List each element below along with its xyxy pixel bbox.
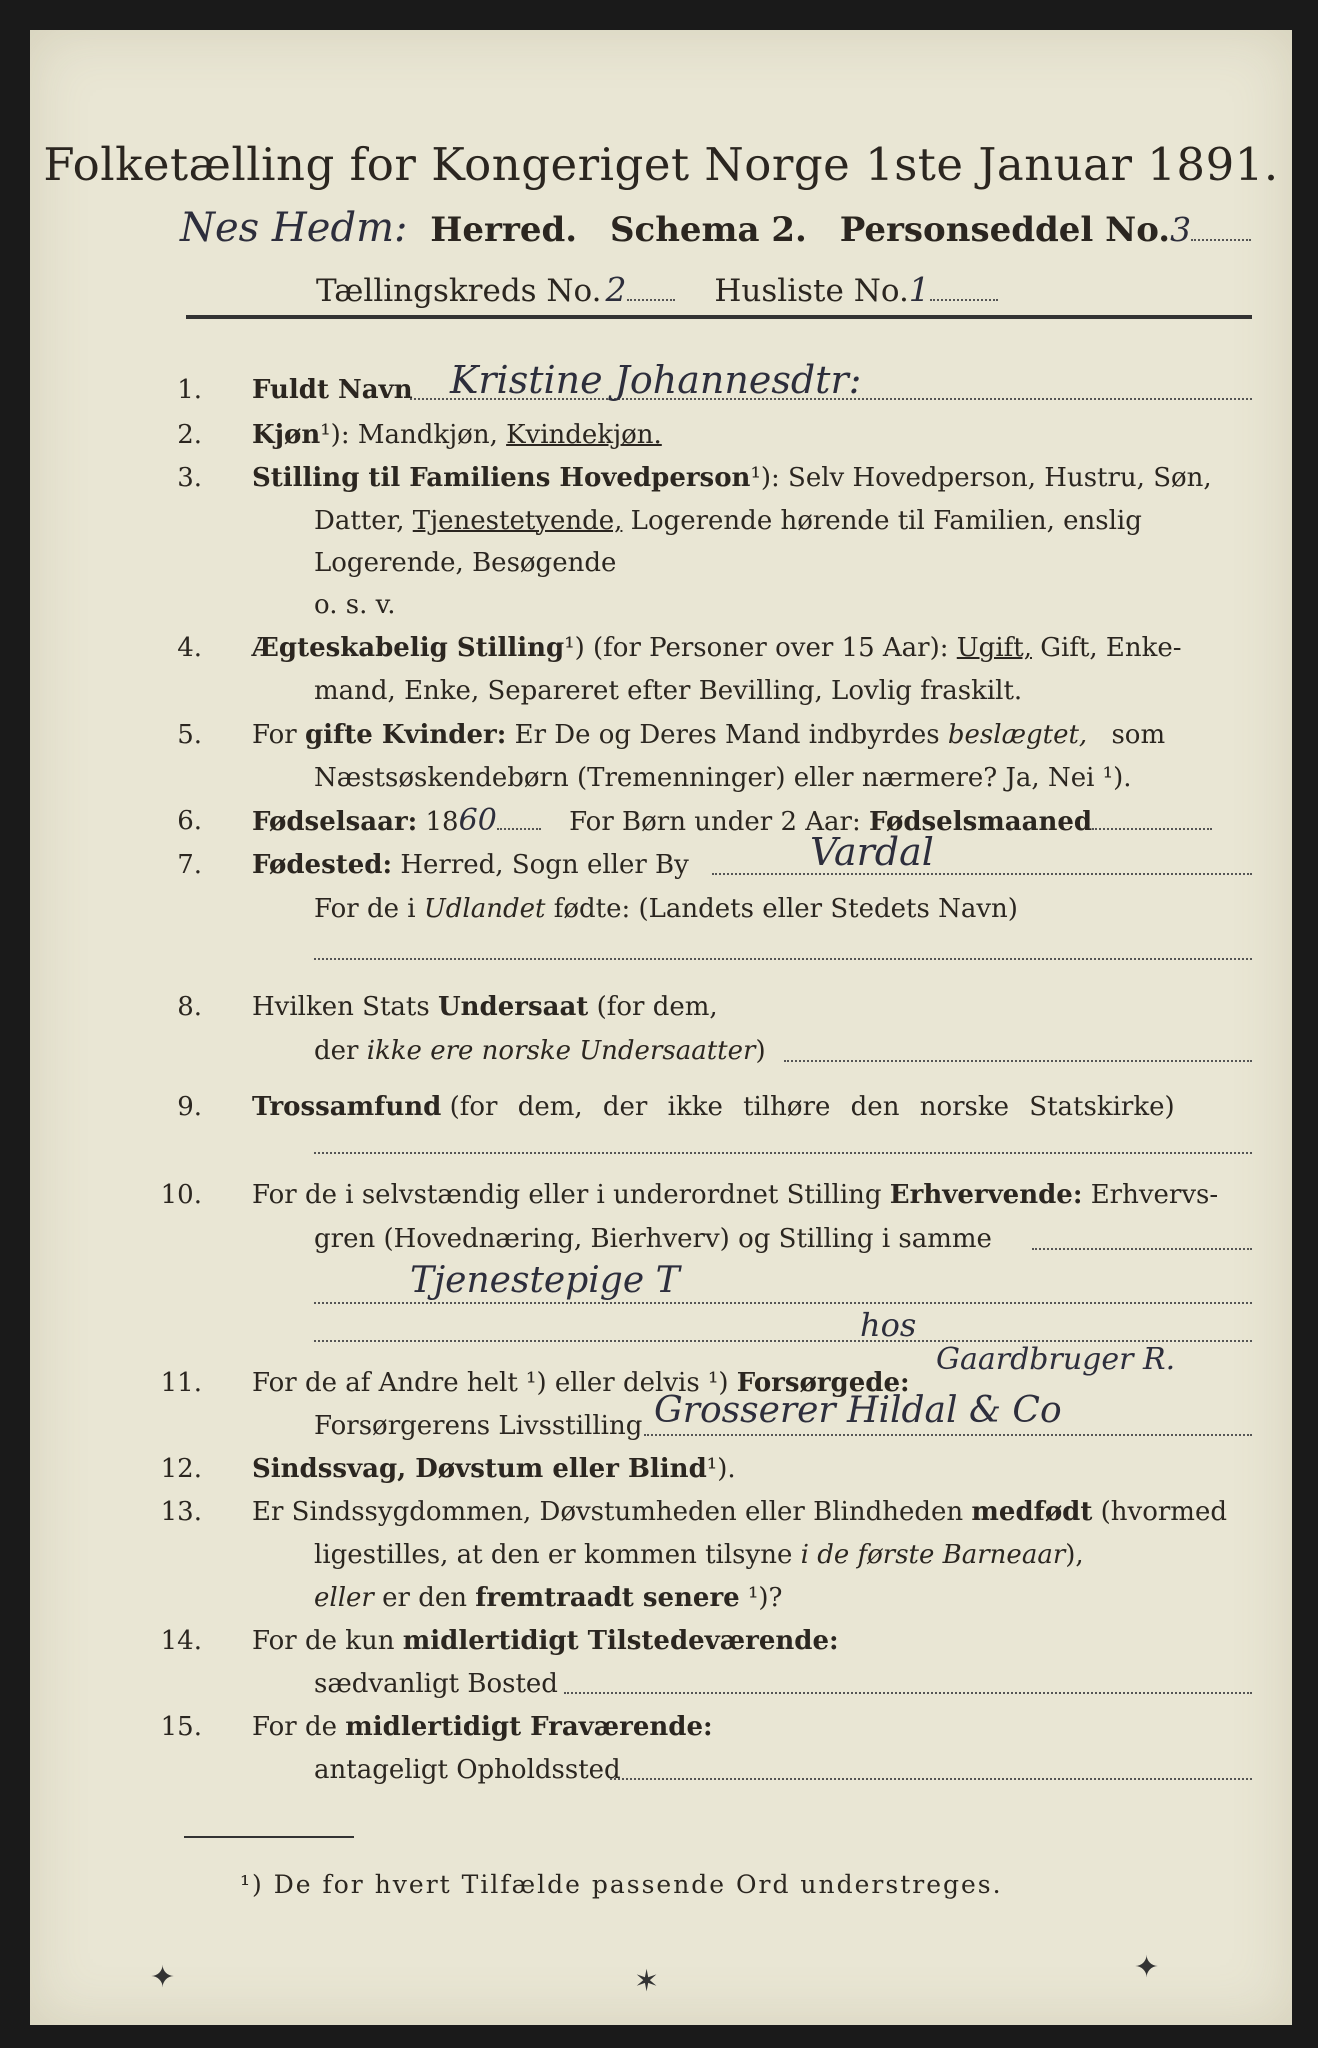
- item-4-line-2: mand, Enke, Separeret efter Bevilling, Lovlig fraskilt.: [314, 676, 1023, 706]
- supported-value: Gaardbruger R.: [936, 1342, 1176, 1377]
- option-text: For: [252, 720, 297, 750]
- dotted-leader: [314, 1152, 1252, 1154]
- husliste-label: Husliste No.: [714, 273, 909, 309]
- sex-options: ¹): Mandkjøn,: [320, 420, 498, 450]
- kreds-label: Tællingskreds No.: [316, 273, 602, 309]
- herred-line: [180, 205, 1251, 251]
- dotted-leader: [497, 828, 541, 830]
- item-number: 9.: [177, 1092, 202, 1122]
- item-number: 14.: [160, 1626, 202, 1656]
- dotted-leader: [1191, 239, 1251, 241]
- option-text: For Børn under 2 Aar:: [569, 807, 861, 837]
- census-form-page: [30, 30, 1292, 2025]
- item-12: [252, 1454, 736, 1484]
- item-number: 15.: [160, 1712, 202, 1742]
- sex-selected: Kvindekjøn.: [506, 420, 662, 450]
- supported-label: Forsørgede:: [736, 1368, 910, 1398]
- option-text: For de i: [314, 894, 416, 924]
- item-13-line-3: [314, 1583, 782, 1613]
- option-text: eller: [314, 1583, 374, 1613]
- birthplace-label: Fødested:: [252, 850, 393, 880]
- sex-label: Kjøn: [252, 420, 321, 450]
- full-name-value: Kristine Johannesdtr:: [450, 358, 862, 402]
- disability-label: Sindssvag, Døvstum eller Blind: [252, 1454, 707, 1484]
- husliste-handwritten: 1: [908, 270, 930, 309]
- item-number: 6.: [177, 806, 202, 836]
- option-text: ikke ere norske Undersaatter: [366, 1036, 756, 1066]
- dotted-leader: [1092, 828, 1212, 830]
- option-text: Hvilken Stats: [252, 992, 430, 1022]
- option-text: ): [755, 1036, 766, 1066]
- herred-handwritten: Nes Hedm:: [180, 205, 408, 251]
- item-1: [252, 375, 413, 405]
- option-text: er den: [382, 1583, 467, 1613]
- birth-year-value: 60: [458, 803, 497, 838]
- option-text: ¹) (for Personer over 15 Aar):: [564, 633, 949, 663]
- birth-year-prefix: 18: [425, 807, 459, 837]
- family-position-options: ¹): Selv Hovedperson, Hustru, Søn,: [750, 463, 1212, 493]
- option-text: Erhvervs-: [1090, 1180, 1219, 1210]
- option-text: ligestilles, at den er kommen tilsyne: [314, 1540, 793, 1570]
- item-4: [252, 633, 1182, 663]
- item-number: 8.: [177, 992, 202, 1022]
- item-8: [252, 992, 718, 1022]
- form-title: Folketælling for Kongeriget Norge 1ste Januar 1891.: [43, 138, 1279, 191]
- religion-label: Trossamfund: [252, 1092, 442, 1122]
- item-10-line-2: gren (Hovednæring, Bierhverv) og Stilling i samme: [314, 1224, 992, 1254]
- option-text: (hvormed: [1100, 1497, 1227, 1527]
- option-text: beslægtet,: [947, 720, 1088, 750]
- option-text: For de i selvstændig eller i underordnet Stilling: [252, 1180, 882, 1210]
- item-15-line-2: antageligt Opholdssted: [314, 1755, 621, 1785]
- option-text: Udlandet: [423, 894, 546, 924]
- header-rule: [186, 315, 1252, 319]
- family-position-selected: Tjenestetyende,: [412, 506, 623, 536]
- item-number: 10.: [160, 1180, 202, 1210]
- option-text: Datter,: [314, 506, 405, 536]
- option-text: der: [314, 1036, 359, 1066]
- supporter-occupation-value: Grosserer Hildal & Co: [654, 1390, 1062, 1431]
- option-text: ¹)?: [747, 1583, 783, 1613]
- temporary-present-label: midlertidigt Tilstedeværende:: [402, 1626, 839, 1656]
- option-text: Er De og Deres Mand indbyrdes: [514, 720, 940, 750]
- occupation-label: Erhvervende:: [889, 1180, 1083, 1210]
- item-number: 2.: [177, 420, 202, 450]
- item-14-line-2: sædvanligt Bosted: [314, 1669, 558, 1699]
- item-number: 7.: [177, 850, 202, 880]
- birth-month-label: Fødselsmaaned: [868, 807, 1093, 837]
- item-15: [252, 1712, 713, 1742]
- option-text: For de af Andre helt ¹) eller delvis ¹): [252, 1368, 729, 1398]
- kreds-line: [316, 270, 998, 309]
- item-5: [252, 720, 1165, 750]
- item-8-line-2: [314, 1036, 766, 1066]
- dotted-leader: [644, 1434, 1252, 1436]
- item-9: [252, 1092, 1175, 1122]
- item-13-line-2: [314, 1540, 1084, 1570]
- ink-mark-icon: ✦: [1134, 1950, 1160, 1985]
- dotted-leader: [712, 873, 1252, 875]
- kreds-handwritten: 2: [605, 270, 627, 309]
- dotted-leader: [1032, 1248, 1252, 1250]
- item-11-line-2: Forsørgerens Livsstilling: [314, 1411, 643, 1441]
- item-7: [252, 850, 689, 880]
- option-text: ¹).: [706, 1454, 736, 1484]
- item-3: [252, 463, 1212, 493]
- birthplace-value: Vardal: [810, 830, 934, 874]
- option-text: som: [1111, 720, 1166, 750]
- item-number: 4.: [177, 633, 202, 663]
- personseddel-handwritten: 3: [1170, 210, 1192, 249]
- option-text: (for dem, der ikke tilhøre den norske Statskirke): [449, 1092, 1175, 1122]
- temporary-absent-label: midlertidigt Fraværende:: [345, 1712, 713, 1742]
- option-text: ),: [1065, 1540, 1084, 1570]
- marital-status-selected: Ugift,: [956, 633, 1032, 663]
- item-number: 11.: [160, 1368, 202, 1398]
- occupation-value: Tjenestepige T: [410, 1260, 680, 1301]
- congenital-label: medfødt: [971, 1497, 1093, 1527]
- item-2: [252, 420, 662, 450]
- option-text: For de kun: [252, 1626, 395, 1656]
- item-14: [252, 1626, 839, 1656]
- item-3-line-4: o. s. v.: [314, 590, 396, 620]
- married-women-label: gifte Kvinder:: [304, 720, 507, 750]
- option-text: Er Sindssygdommen, Døvstumheden eller Blindheden: [252, 1497, 964, 1527]
- dotted-leader: [610, 1778, 1252, 1780]
- item-number: 12.: [160, 1454, 202, 1484]
- item-13: [252, 1497, 1227, 1527]
- dotted-leader: [314, 958, 1252, 960]
- family-position-label: Stilling til Familiens Hovedperson: [252, 463, 751, 493]
- occupation-value-2: hos: [860, 1306, 917, 1344]
- herred-label: Herred.: [430, 210, 578, 250]
- option-text: Logerende hørende til Familien, enslig: [630, 506, 1142, 536]
- item-5-line-2: Næstsøskendebørn (Tremenninger) eller nærmere? Ja, Nei ¹).: [314, 763, 1132, 793]
- dotted-leader: [564, 1692, 1252, 1694]
- dotted-leader: [784, 1060, 1252, 1062]
- later-onset-label: fremtraadt senere: [475, 1583, 740, 1613]
- footnote-rule: [184, 1836, 354, 1838]
- option-text: (for dem,: [596, 992, 718, 1022]
- schema-label: Schema 2.: [609, 210, 807, 250]
- personseddel-label: Personseddel No.: [839, 210, 1171, 250]
- ink-mark-icon: ✶: [634, 1964, 660, 1999]
- option-text: i de første Barneaar: [800, 1540, 1066, 1570]
- item-number: 3.: [177, 463, 202, 493]
- dotted-leader: [314, 1302, 1252, 1304]
- option-text: Herred, Sogn eller By: [400, 850, 689, 880]
- option-text: fødte: (Landets eller Stedets Navn): [553, 894, 1018, 924]
- marital-status-label: Ægteskabelig Stilling: [252, 633, 565, 663]
- item-7-line-2: [314, 894, 1018, 924]
- birth-year-label: Fødselsaar:: [252, 807, 418, 837]
- item-3-line-3: Logerende, Besøgende: [314, 548, 617, 578]
- option-text: Gift, Enke-: [1040, 633, 1182, 663]
- item-number: 1.: [177, 375, 202, 405]
- ink-mark-icon: ✦: [150, 1960, 176, 1995]
- dotted-leader: [627, 299, 675, 301]
- item-number: 5.: [177, 720, 202, 750]
- item-3-line-2: [314, 506, 1142, 536]
- citizenship-label: Undersaat: [437, 992, 589, 1022]
- item-6: [252, 803, 1212, 838]
- dotted-leader: [930, 299, 998, 301]
- item-10: [252, 1180, 1218, 1210]
- full-name-label: Fuldt Navn: [252, 375, 413, 405]
- item-number: 13.: [160, 1497, 202, 1527]
- footnote: ¹) De for hvert Tilfælde passende Ord understreges.: [240, 1870, 1003, 1899]
- option-text: For de: [252, 1712, 337, 1742]
